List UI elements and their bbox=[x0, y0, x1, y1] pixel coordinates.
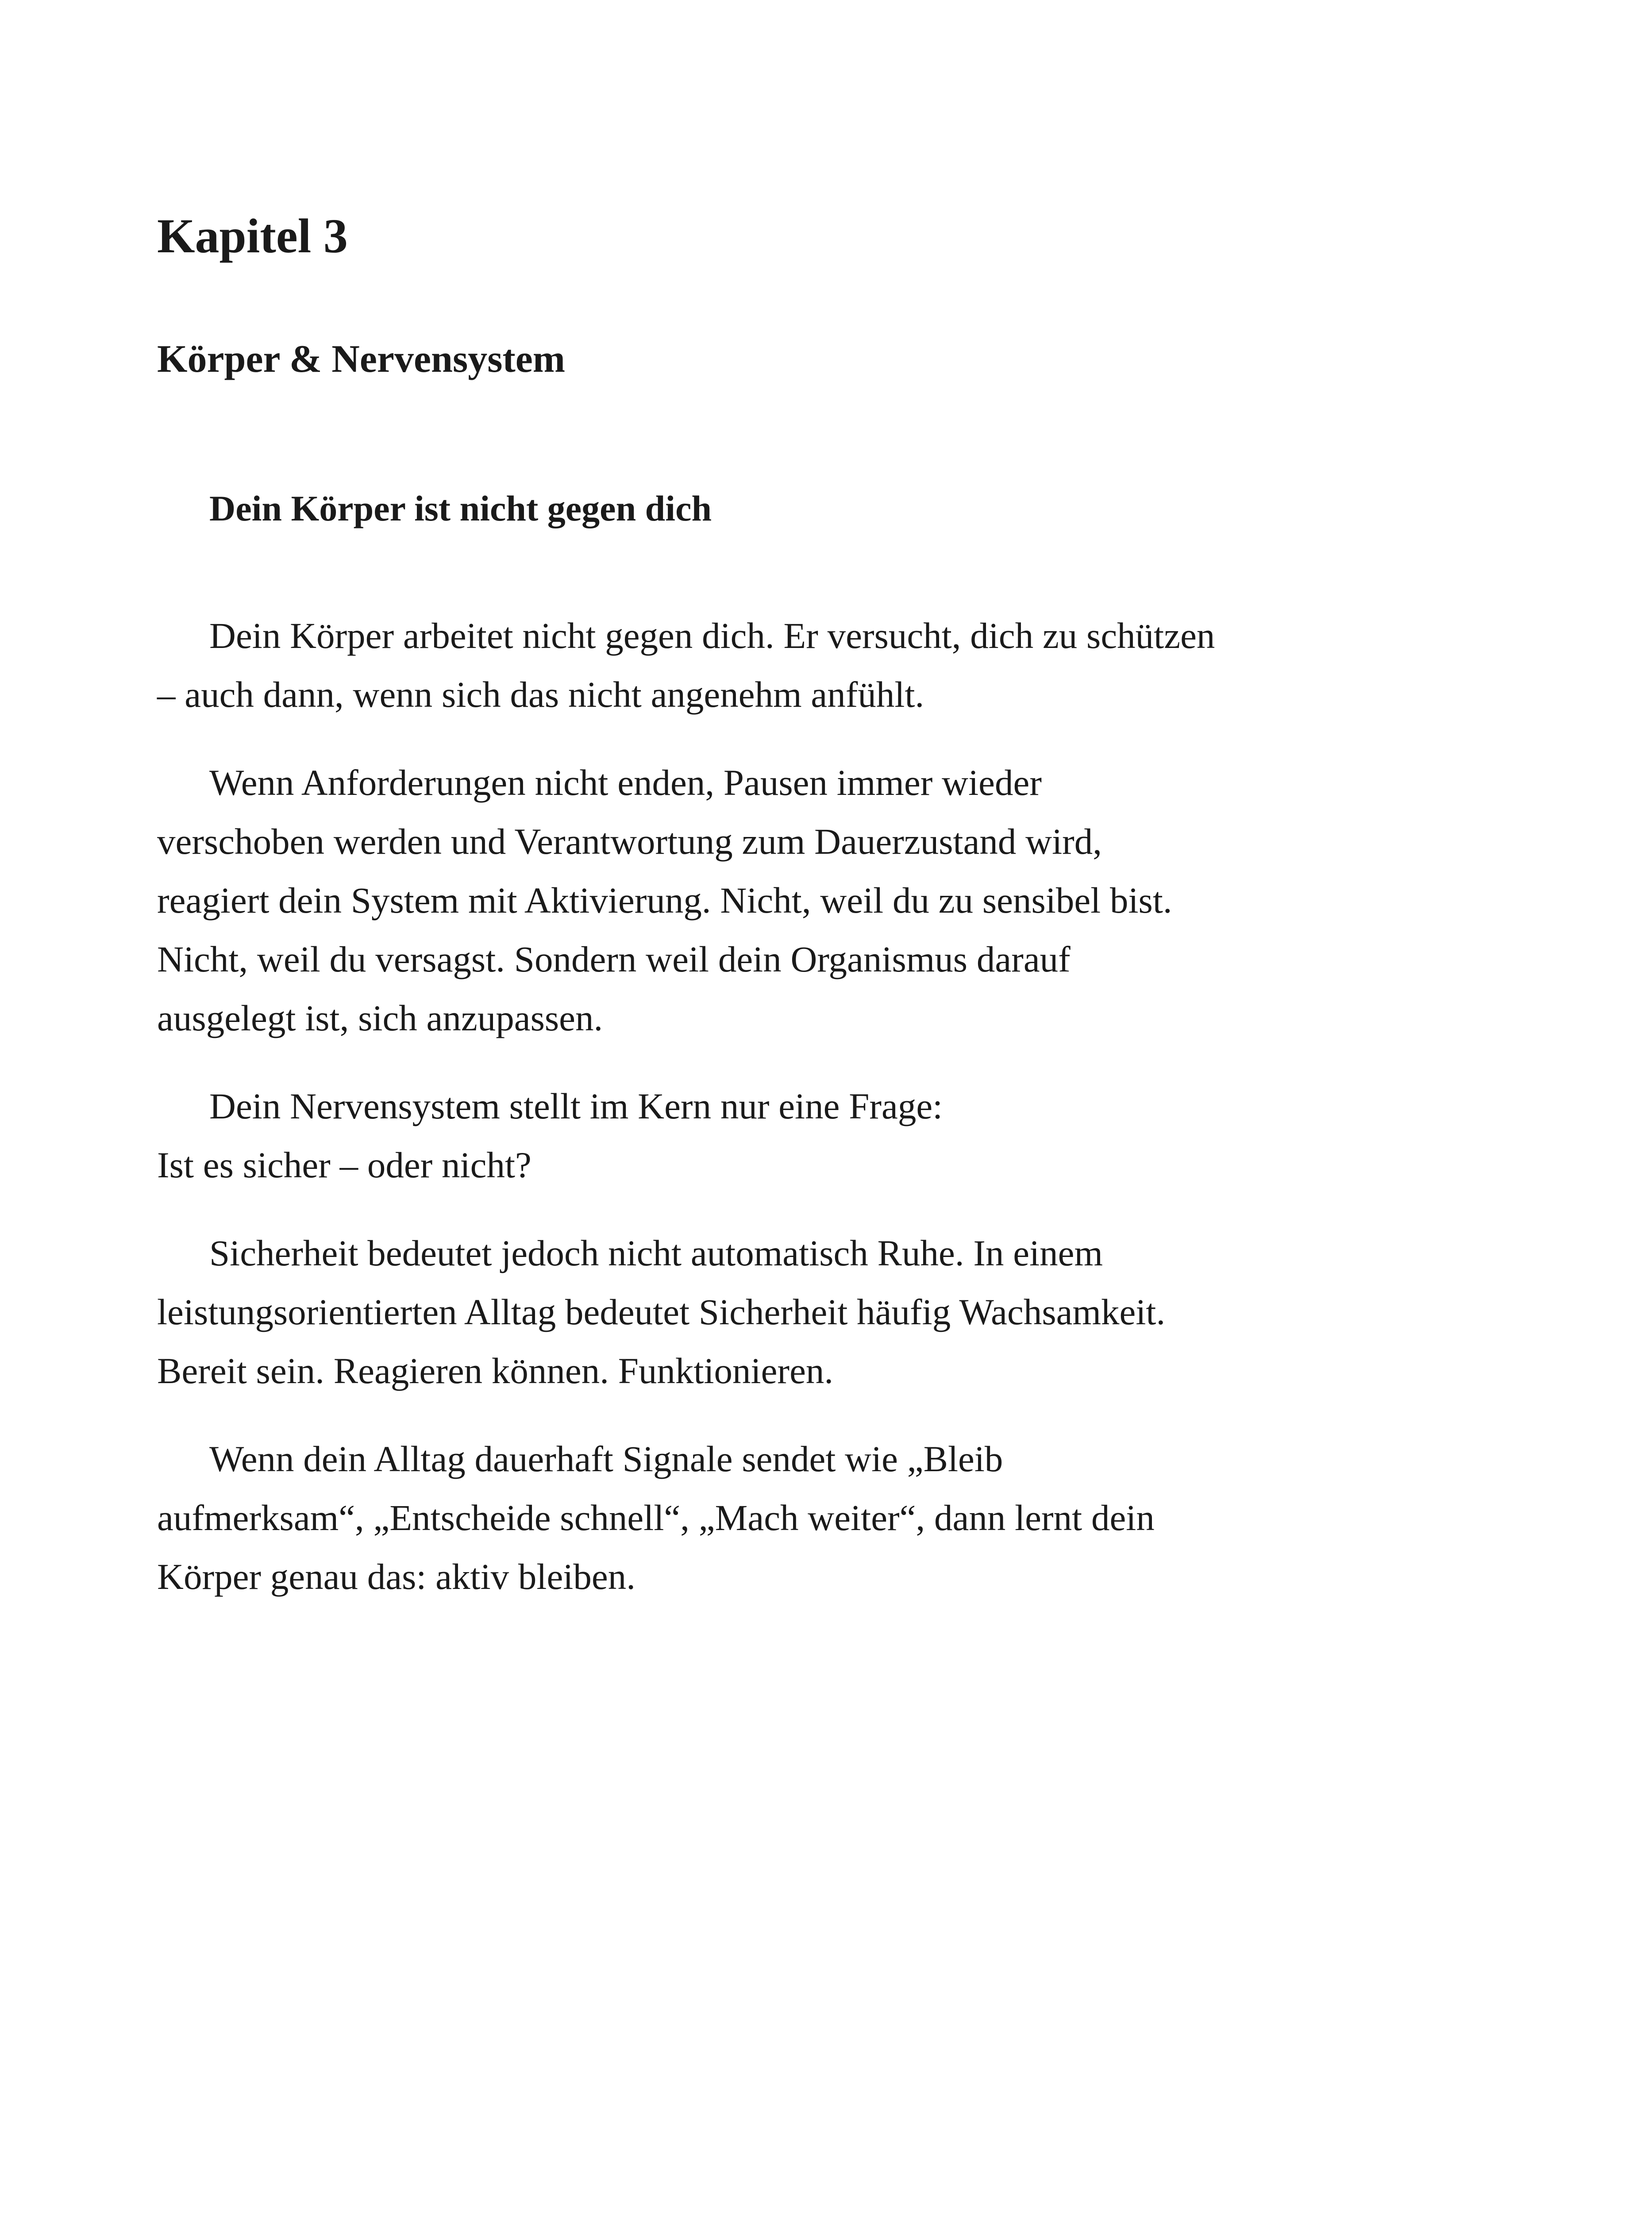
text-line: Wenn Anforderungen nicht enden, Pausen immer wieder bbox=[209, 762, 1042, 803]
paragraph bbox=[157, 1430, 1440, 1606]
section-title: Körper & Nervensystem bbox=[157, 338, 566, 381]
body-text bbox=[157, 606, 1440, 1635]
paragraph bbox=[157, 753, 1440, 1048]
text-line: reagiert dein System mit Aktivierung. Nicht, weil du zu sensibel bist. bbox=[157, 880, 1172, 921]
text-line: verschoben werden und Verantwortung zum Dauerzustand wird, bbox=[157, 821, 1102, 862]
paragraph bbox=[157, 606, 1440, 724]
text-line: – auch dann, wenn sich das nicht angenehm anfühlt. bbox=[157, 674, 924, 715]
text-line: Nicht, weil du versagst. Sondern weil dein Organismus darauf bbox=[157, 939, 1071, 979]
text-line: ausgelegt ist, sich anzupassen. bbox=[157, 998, 603, 1038]
text-line: Wenn dein Alltag dauerhaft Signale sendet wie „Bleib bbox=[209, 1438, 1003, 1479]
text-line: Dein Nervensystem stellt im Kern nur eine Frage: bbox=[209, 1086, 943, 1126]
text-line: Bereit sein. Reagieren können. Funktionieren. bbox=[157, 1350, 834, 1391]
subsection-title: Dein Körper ist nicht gegen dich bbox=[209, 488, 712, 528]
text-line: Sicherheit bedeutet jedoch nicht automatisch Ruhe. In einem bbox=[209, 1233, 1103, 1273]
chapter-title: Kapitel 3 bbox=[157, 209, 348, 263]
paragraph bbox=[157, 1077, 1440, 1195]
text-line: Ist es sicher – oder nicht? bbox=[157, 1145, 531, 1185]
text-line: aufmerksam“, „Entscheide schnell“, „Mach weiter“, dann lernt dein bbox=[157, 1497, 1155, 1538]
text-line: Dein Körper arbeitet nicht gegen dich. Er versucht, dich zu schützen bbox=[209, 615, 1215, 656]
text-line: leistungsorientierten Alltag bedeutet Sicherheit häufig Wachsamkeit. bbox=[157, 1292, 1166, 1332]
paragraph bbox=[157, 1224, 1440, 1400]
text-line: Körper genau das: aktiv bleiben. bbox=[157, 1556, 635, 1597]
